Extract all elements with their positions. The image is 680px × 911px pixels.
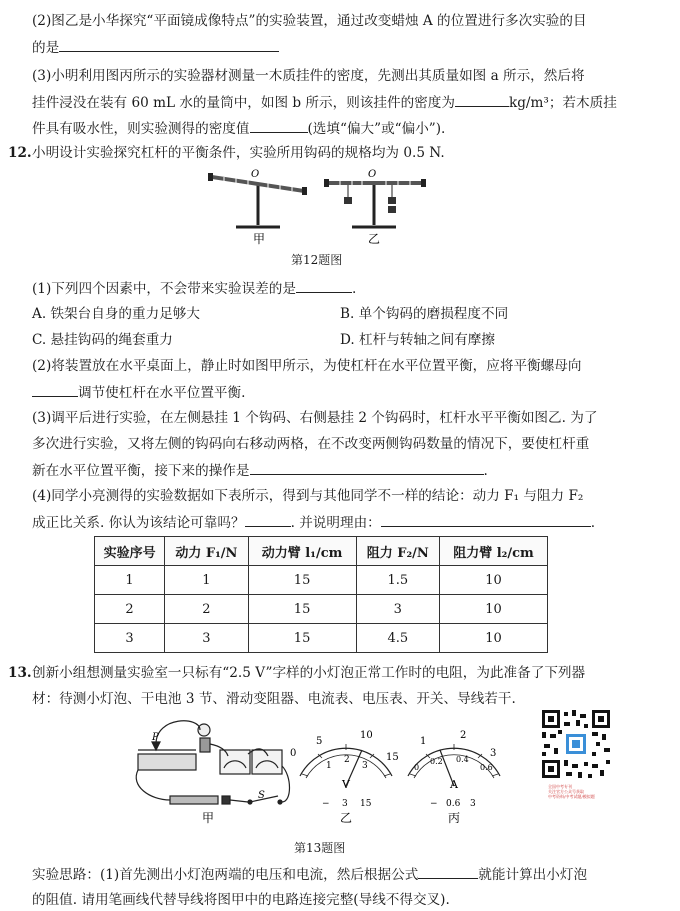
voltmeter-terminal: 3: [342, 799, 348, 809]
table-cell: 2: [95, 595, 165, 624]
table-cell: 15: [248, 624, 356, 653]
q13-figure-caption: 第13题图: [294, 841, 346, 855]
table-cell: 10: [440, 566, 548, 595]
ammeter-tick-label: 0: [414, 763, 420, 772]
voltmeter-tick-label: 3: [362, 761, 368, 771]
q12-figure: [196, 165, 436, 247]
table-cell: 1: [95, 566, 165, 595]
table-row: [95, 595, 548, 624]
q12-option-b: B. 单个钩码的磨损程度不同: [340, 306, 509, 322]
voltmeter-tick-label: 15: [386, 752, 399, 763]
table-cell: 10: [440, 595, 548, 624]
q12-part3-line1: (3)调平后进行实验，在左侧悬挂 1 个钩码、右侧悬挂 2 个钩码时，杠杆水平平衡如图乙. 为了: [32, 410, 598, 426]
q12-part1: (1)下列四个因素中，不会带来实验误差的是 .: [32, 281, 357, 297]
q13-idea-line1: 实验思路：(1)首先测出小灯泡两端的电压和电流，然后根据公式 就能计算出小灯泡: [32, 867, 588, 883]
voltmeter-tick-label: 1: [326, 761, 332, 771]
q13-stem-line2: 材：待测小灯泡、干电池 3 节、滑动变阻器、电流表、电压表、开关、导线若干.: [32, 691, 516, 707]
q12-part4-line2: 成正比关系. 你认为该结论可靠吗？ . 并说明理由： .: [32, 515, 596, 531]
table-cell: 2: [165, 595, 248, 624]
voltmeter-tick-label: 2: [344, 755, 350, 765]
voltmeter-tick-label: 5: [316, 736, 323, 747]
q12-part3-line3: 新在水平位置平衡，接下来的操作是 .: [32, 463, 488, 479]
table-header-cell: 阻力臂 l₂/cm: [440, 537, 548, 566]
fig-label-a: 甲: [253, 232, 266, 246]
table-cell: 3: [165, 624, 248, 653]
table-cell: 15: [248, 566, 356, 595]
answer-blank[interactable]: [296, 279, 352, 293]
ammeter-dial: [408, 730, 500, 809]
fig-label-b: 乙: [340, 811, 353, 824]
lever-figure-b: [324, 169, 426, 227]
q12-part3-line2: 多次进行实验，又将左侧的钩码向右移动两格，在不改变两侧钩码数量的情况下，要使杠杆重: [32, 436, 590, 452]
answer-blank[interactable]: [418, 865, 478, 879]
voltmeter-dial: [290, 730, 399, 809]
q12-option-c: C. 悬挂钩码的绳套重力: [32, 332, 173, 348]
table-cell: 3: [356, 595, 439, 624]
q12-part4-line1: (4)同学小亮测得的实验数据如下表所示，得到与其他同学不一样的结论：动力 F₁ 与阻力 F₂: [32, 488, 584, 504]
q13-number: 13.: [8, 665, 32, 681]
ammeter-tick-label: 3: [490, 748, 497, 759]
table-header-row: [95, 537, 548, 566]
ammeter-terminal: 0.6: [446, 799, 461, 809]
ammeter-symbol: A: [450, 778, 458, 791]
table-header-cell: 动力 F₁/N: [165, 537, 248, 566]
q12-option-a: A. 铁架台自身的重力足够大: [32, 306, 200, 322]
answer-blank[interactable]: [32, 383, 78, 397]
q12-figure-caption: 第12题图: [291, 253, 343, 267]
ammeter-tick-label: 2: [460, 730, 467, 741]
ammeter-terminal: −: [430, 799, 438, 809]
qr-note: 全国中考专刊 关注官方公众号获取 中考资料/中考试题/模拟题: [548, 784, 595, 799]
lever-figure-a: [208, 169, 307, 227]
fig-label-a: 甲: [202, 811, 215, 824]
table-header-cell: 动力臂 l₁/cm: [248, 537, 356, 566]
table-row: [95, 624, 548, 653]
q12-option-d: D. 杠杆与转轴之间有摩擦: [340, 332, 495, 348]
q11-part2-line2: 的是: [32, 38, 662, 57]
table-cell: 1.5: [356, 566, 439, 595]
qr-code[interactable]: [540, 708, 612, 780]
fig-label-b: 乙: [368, 232, 381, 246]
answer-blank[interactable]: [381, 513, 591, 527]
table-cell: 3: [95, 624, 165, 653]
pivot-label: O: [251, 169, 260, 180]
q11-part2-line1: (2)图乙是小华探究“平面镜成像特点”的实验装置，通过改变蜡烛 A 的位置进行多次实验的目: [32, 13, 587, 29]
q12-data-table: [94, 536, 548, 653]
weight-right: [388, 197, 396, 204]
voltmeter-tick-label: 10: [360, 730, 373, 741]
ammeter-tick-label: 0.6: [480, 763, 493, 772]
voltmeter-terminal: −: [322, 799, 330, 809]
answer-blank[interactable]: [245, 513, 291, 527]
slider-label: P: [152, 732, 159, 743]
ammeter-tick-label: 0.2: [430, 757, 443, 766]
table-cell: 1: [165, 566, 248, 595]
voltmeter-terminal: 15: [360, 799, 372, 809]
q12-part2-line2: 调节使杠杆在水平位置平衡.: [32, 383, 662, 402]
voltmeter-tick-label: 0: [290, 748, 297, 759]
q11-part3-line1: (3)小明利用图丙所示的实验器材测量一木质挂件的密度，先测出其质量如图 a 所示，然后将: [32, 68, 585, 84]
ammeter-terminal: 3: [470, 799, 476, 809]
answer-blank[interactable]: [250, 461, 484, 475]
answer-blank[interactable]: [250, 119, 308, 133]
table-cell: 4.5: [356, 624, 439, 653]
q12-number: 12.: [8, 145, 32, 161]
q11-part3-line3: 件具有吸水性，则实验测得的密度值 (选填“偏大”或“偏小”).: [32, 121, 446, 137]
switch-label: S: [258, 790, 265, 801]
q11-part3-line2: 挂件浸没在装有 60 mL 水的量筒中，如图 b 所示，则该挂件的密度为 kg/m³；若木质挂: [32, 95, 617, 111]
answer-blank[interactable]: [59, 38, 279, 52]
table-header-cell: 实验序号: [95, 537, 165, 566]
q13-figure: [130, 716, 530, 824]
q12-stem: 小明设计实验探究杠杆的平衡条件，实验所用钩码的规格均为 0.5 N.: [32, 145, 445, 161]
answer-blank[interactable]: [455, 93, 509, 107]
voltmeter-symbol: V: [342, 778, 350, 791]
table-cell: 15: [248, 595, 356, 624]
weight-left: [344, 197, 352, 204]
pivot-label: O: [368, 169, 377, 180]
circuit-figure: [136, 721, 289, 804]
q12-part2-line1: (2)将装置放在水平桌面上，静止时如图甲所示，为使杠杆在水平位置平衡，应将平衡螺母向: [32, 358, 582, 374]
q13-idea-line2: 的阻值. 请用笔画线代替导线将图甲中的电路连接完整(导线不得交叉).: [32, 892, 450, 908]
ammeter-tick-label: 1: [420, 736, 427, 747]
ammeter-tick-label: 0.4: [456, 755, 469, 764]
fig-label-c: 丙: [448, 811, 461, 824]
table-header-cell: 阻力 F₂/N: [356, 537, 439, 566]
table-row: [95, 566, 548, 595]
table-cell: 10: [440, 624, 548, 653]
q13-stem-line1: 创新小组想测量实验室一只标有“2.5 V”字样的小灯泡正常工作时的电阻，为此准备了下列器: [32, 665, 586, 681]
